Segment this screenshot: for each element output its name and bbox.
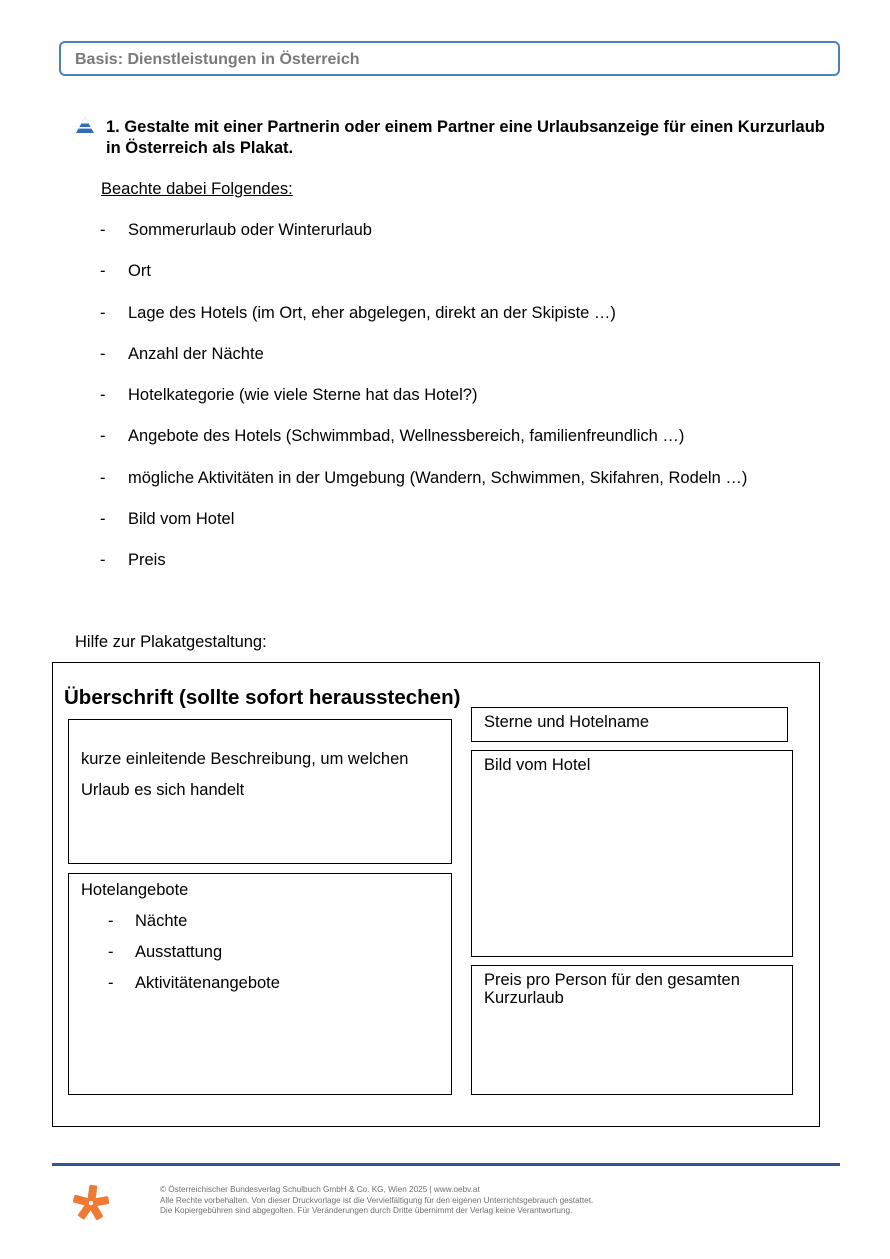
footer-line-1: © Österreichischer Bundesverlag Schulbuch GmbH & Co. KG, Wien 2025 | www.oebv.at — [160, 1185, 480, 1194]
poster-heading: Überschrift (sollte sofort herausstechen) — [64, 686, 464, 710]
list-item-text: Nächte — [135, 912, 188, 930]
list-dash: - — [108, 912, 114, 930]
price-label: Preis pro Person für den gesamten Kurzurlaub — [484, 971, 740, 1007]
list-item-text: Lage des Hotels (im Ort, eher abgelegen, direkt an der Skipiste …) — [128, 303, 616, 322]
header-box — [59, 41, 840, 76]
hotel-offers-title: Hotelangebote — [81, 881, 189, 899]
stars-hotelname-box — [471, 707, 788, 742]
mountain-triangle-icon — [75, 116, 95, 134]
list-item-text: Anzahl der Nächte — [128, 344, 264, 363]
list-item-text: Preis — [128, 551, 166, 570]
hotel-image-label: Bild vom Hotel — [484, 756, 591, 774]
task-note: Beachte dabei Folgendes: — [101, 180, 293, 198]
list-dash: - — [100, 262, 106, 281]
list-item-text: Ort — [128, 262, 151, 281]
list-item-text: Ausstattung — [135, 943, 223, 961]
list-dash: - — [100, 551, 106, 570]
list-dash: - — [100, 221, 106, 239]
intro-text: kurze einleitende Beschreibung, um welchen Urlaub es sich handelt — [81, 750, 409, 799]
list-dash: - — [100, 468, 106, 487]
list-dash: - — [100, 303, 106, 322]
oebv-asterisk-logo — [72, 1184, 110, 1222]
list-item-text: Sommerurlaub oder Winterurlaub — [128, 221, 372, 239]
stars-hotelname-label: Sterne und Hotelname — [484, 713, 650, 731]
list-dash: - — [100, 386, 106, 405]
footer-divider — [52, 1163, 840, 1166]
footer-line-3: Die Kopiergebühren sind abgegolten. Für Veränderungen durch Dritte übernimmt der Verlag keine Verantwortung. — [160, 1206, 573, 1215]
list-dash: - — [100, 427, 106, 446]
page-title: Basis: Dienstleistungen in Österreich — [75, 51, 360, 68]
list-item-text: Aktivitätenangebote — [135, 974, 280, 992]
list-item-text: Bild vom Hotel — [128, 510, 235, 529]
footer-copyright — [160, 1185, 593, 1217]
hotel-offers-box — [68, 873, 452, 1095]
intro-box — [68, 719, 452, 864]
footer-line-2: Alle Rechte vorbehalten. Von dieser Druckvorlage ist die Vervielfältigung für den eigenen Unterrichtsgebrauch gestattet. — [160, 1195, 594, 1205]
list-dash: - — [100, 510, 106, 529]
hotel-image-box — [471, 750, 793, 957]
poster-help-label: Hilfe zur Plakatgestaltung: — [75, 633, 267, 651]
list-dash: - — [100, 344, 106, 363]
task-instruction: 1. Gestalte mit einer Partnerin oder einem Partner eine Urlaubsanzeige für einen Kurzurlaub in Österreich als Plakat. — [106, 118, 825, 157]
price-box — [471, 965, 793, 1095]
list-item-text: Angebote des Hotels (Schwimmbad, Wellnessbereich, familienfreundlich …) — [128, 427, 685, 446]
list-item-text: Hotelkategorie (wie viele Sterne hat das Hotel?) — [128, 386, 478, 405]
list-item-text: mögliche Aktivitäten in der Umgebung (Wandern, Schwimmen, Skifahren, Rodeln …) — [128, 468, 748, 487]
list-dash: - — [108, 974, 114, 992]
list-dash: - — [108, 943, 114, 961]
